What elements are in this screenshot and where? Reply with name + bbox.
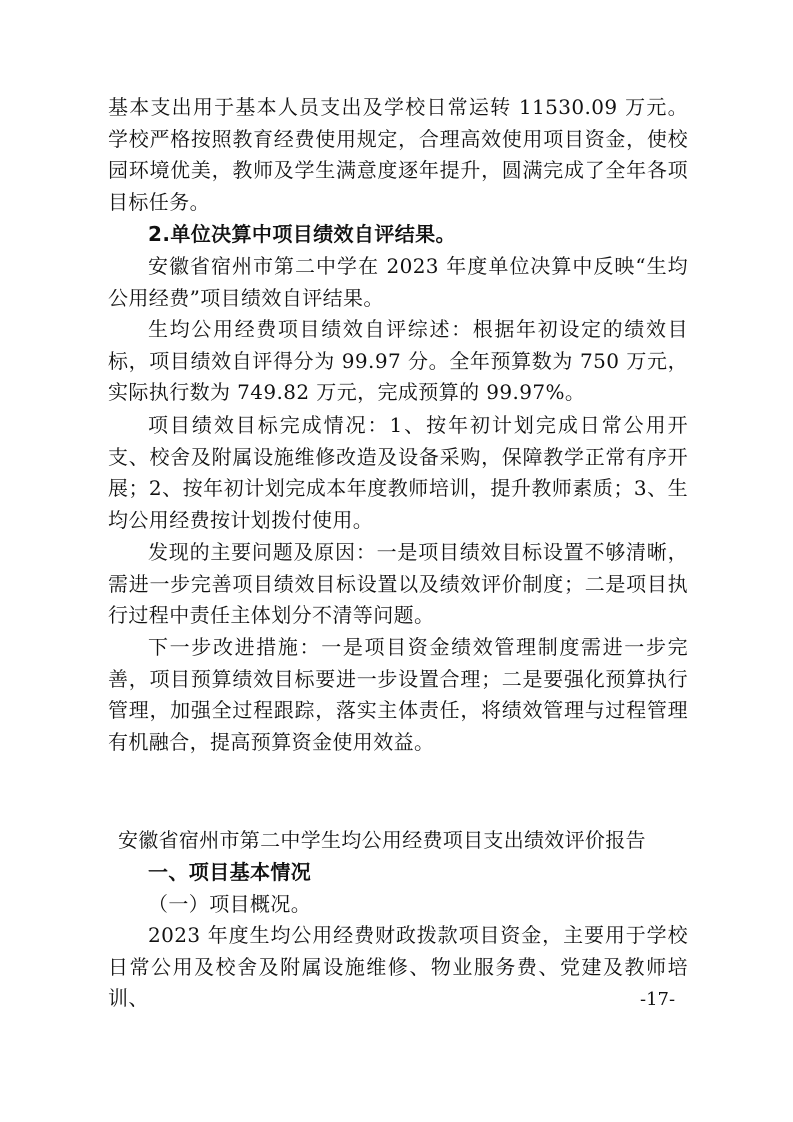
paragraph-main-problems: 发现的主要问题及原因：一是项目绩效目标设置不够清晰，需进一步完善项目绩效目标设置以及绩效评价制度；二是项目执行过程中责任主体划分不清等问题。 <box>108 540 688 628</box>
report-title: 安徽省宿州市第二中学生均公用经费项目支出绩效评价报告 <box>118 828 646 852</box>
section-heading-basic-info: 一、项目基本情况 <box>148 860 312 884</box>
heading-project-self-evaluation: 2.单位决算中项目绩效自评结果。 <box>148 222 456 246</box>
paragraph-target-completion: 项目绩效目标完成情况：1、按年初计划完成日常公用开支、校舍及附属设施维修改造及设备采购，保障教学正常有序开展；2、按年初计划完成本年度教师培训，提升教师素质；3、生均公用经费按计划拨付使用。 <box>108 413 688 533</box>
paragraph-self-evaluation-summary: 生均公用经费项目绩效自评综述：根据年初设定的绩效目标，项目绩效自评得分为 99.97 分。全年预算数为 750 万元，实际执行数为 749.82 万元，完成预算的 99.97%。 <box>108 317 688 405</box>
paragraph-project-funding: 2023 年度生均公用经费财政拨款项目资金，主要用于学校日常公用及校舍及附属设施维修、物业服务费、党建及教师培训、 <box>108 923 688 1011</box>
paragraph-basic-expenditure: 基本支出用于基本人员支出及学校日常运转 11530.09 万元。学校严格按照教育经费使用规定，合理高效使用项目资金，使校园环境优美，教师及学生满意度逐年提升，圆满完成了全年各项目标任务。 <box>108 95 688 215</box>
subsection-heading-overview: （一）项目概况。 <box>148 892 312 916</box>
paragraph-improvement-measures: 下一步改进措施：一是项目资金绩效管理制度需进一步完善，项目预算绩效目标要进一步设置合理；二是要强化预算执行管理，加强全过程跟踪，落实主体责任，将绩效管理与过程管理有机融合，提高预算资金使用效益。 <box>108 635 688 755</box>
page-number: -17- <box>640 989 676 1010</box>
paragraph-self-evaluation-intro: 安徽省宿州市第二中学在 2023 年度单位决算中反映“生均公用经费”项目绩效自评结果。 <box>108 254 688 310</box>
